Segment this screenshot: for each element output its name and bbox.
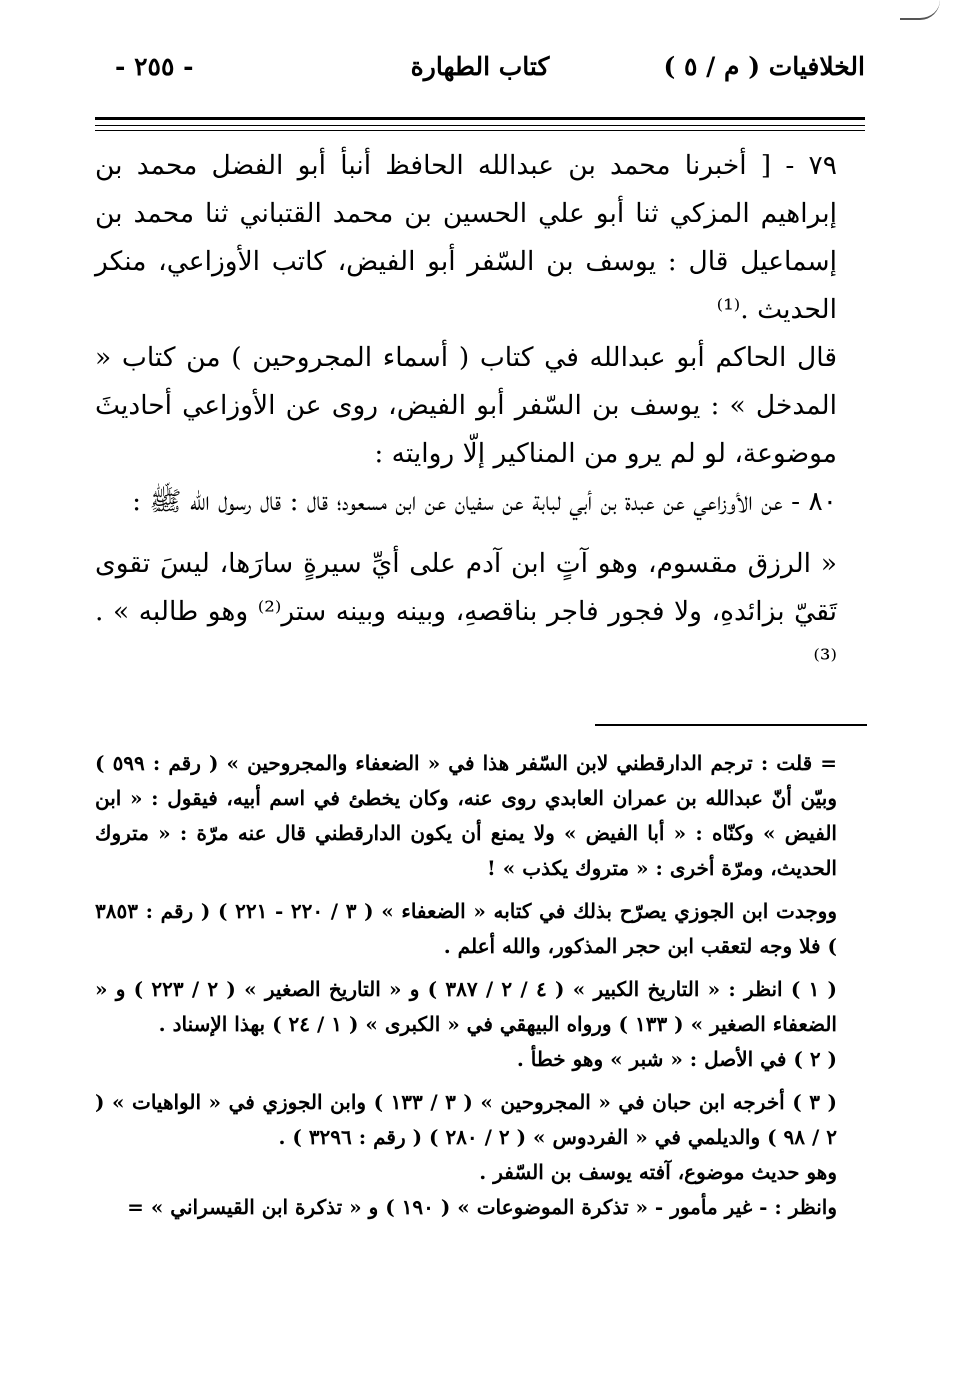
header-rule-thin-lower	[95, 130, 865, 131]
running-header	[95, 52, 865, 96]
footnote-continuation: = قلت : ترجم الدارقطني لابن السّفر هذا في « الضعفاء والمجروحين » ( رقم : ٥٩٩ ) وبيّن أنّ عبدالله بن عمران العابدي روى عنه، وكان يخطئ في اسم أبيه، فيقول : « ابن الفيض » وكنّاه : « أبا الفيض » ولا يمنع أن يكون الدارقطني قال عنه مرّة : « متروك الحديث، ومرّة أخرى : « متروك يكذب » !	[95, 751, 837, 880]
corner-scan-mark	[900, 0, 940, 20]
header-rule-thin	[95, 125, 865, 126]
hakim-comment-paragraph: قال الحاكم أبو عبدالله في كتاب ( أسماء المجروحين ) من كتاب « المدخل » : يوسف بن السّفر أبو الفيض، روى عن الأوزاعي أحاديثَ موضوعة، لو لم يرو من المناكير إلّا روايته :	[95, 342, 837, 469]
footnote-3-see-also: وانظر : - غير مأمور - « تذكرة الموضوعات » ( ١٩٠ ) و « تذكرة ابن القيسراني » =	[127, 1195, 837, 1219]
footnote-continuation-2: ووجدت ابن الجوزي يصرّح بذلك في كتابه « الضعفاء » ( ٣ / ٢٢٠ - ٢٢١ ) ( رقم : ٣٨٥٣ ) فلا وجه لتعقب ابن حجر المذكور، والله أعلم .	[95, 899, 837, 958]
hadith-80-paragraph: ٨٠ - عن الأوزاعي عن عبدة بن أبي لبابة عن سفيان عن ابن مسعود؛ قال : قال رسول الله ﷺ :	[132, 486, 837, 517]
hadith-79-paragraph: ٧٩ - [ أخبرنا محمد بن عبدالله الحافظ أنبأ أبو الفضل محمد بن إبراهيم المزكي ثنا أبو علي الحسين بن محمد القتباني ثنا محمد بن إسماعيل قال : يوسف بن السّفر أبو الفيض، كاتب الأوزاعي، منكر الحديث .⁽¹⁾	[95, 150, 837, 325]
footnote-separator	[595, 724, 867, 726]
main-text	[95, 142, 865, 684]
hadith-80-text: « الرزق مقسوم، وهو آتٍ ابن آدم على أيِّ سيرةٍ سارَها، ليسَ تقوى تَقيّ بزائدهِ، ولا فجور فاجر بناقصهِ، وبينه وبينه ستر⁽²⁾ وهو طالبه » .⁽³⁾	[95, 548, 838, 675]
header-rule-thick	[95, 117, 865, 120]
footnotes	[95, 746, 865, 1225]
header-chapter-title: كتاب الطهارة	[410, 52, 550, 81]
footnote-3: ( ٣ ) أخرجه ابن حبان في « المجروحين » ( ٣ / ١٣٣ ) وابن الجوزي في « الواهيات » ( ٢ / ٩٨ ) والديلمي في « الفردوس » ( ٢ / ٢٨٠ ) ( رقم : ٣٢٩٦ ) .	[95, 1090, 837, 1149]
footnote-3-note: وهو حديث موضوع، آفته يوسف بن السّفر .	[479, 1160, 837, 1184]
page-number: - ٢٥٥ -	[115, 52, 194, 81]
footnote-2: ( ٢ ) في الأصل : « شبر » وهو خطأ .	[516, 1047, 837, 1071]
header-volume-ref: الخلافيات ( م / ٥ )	[663, 52, 865, 81]
footnote-1: ( ١ ) انظر : « التاريخ الكبير » ( ٤ / ٢ / ٣٨٧ ) و « التاريخ الصغير » ( ٢ / ٢٢٣ ) و « الضعفاء الصغير » ( ١٣٣ ) ورواه البيهقي في « الكبرى » ( ١ / ٢٤ ) بهذا الإسناد .	[95, 977, 838, 1036]
